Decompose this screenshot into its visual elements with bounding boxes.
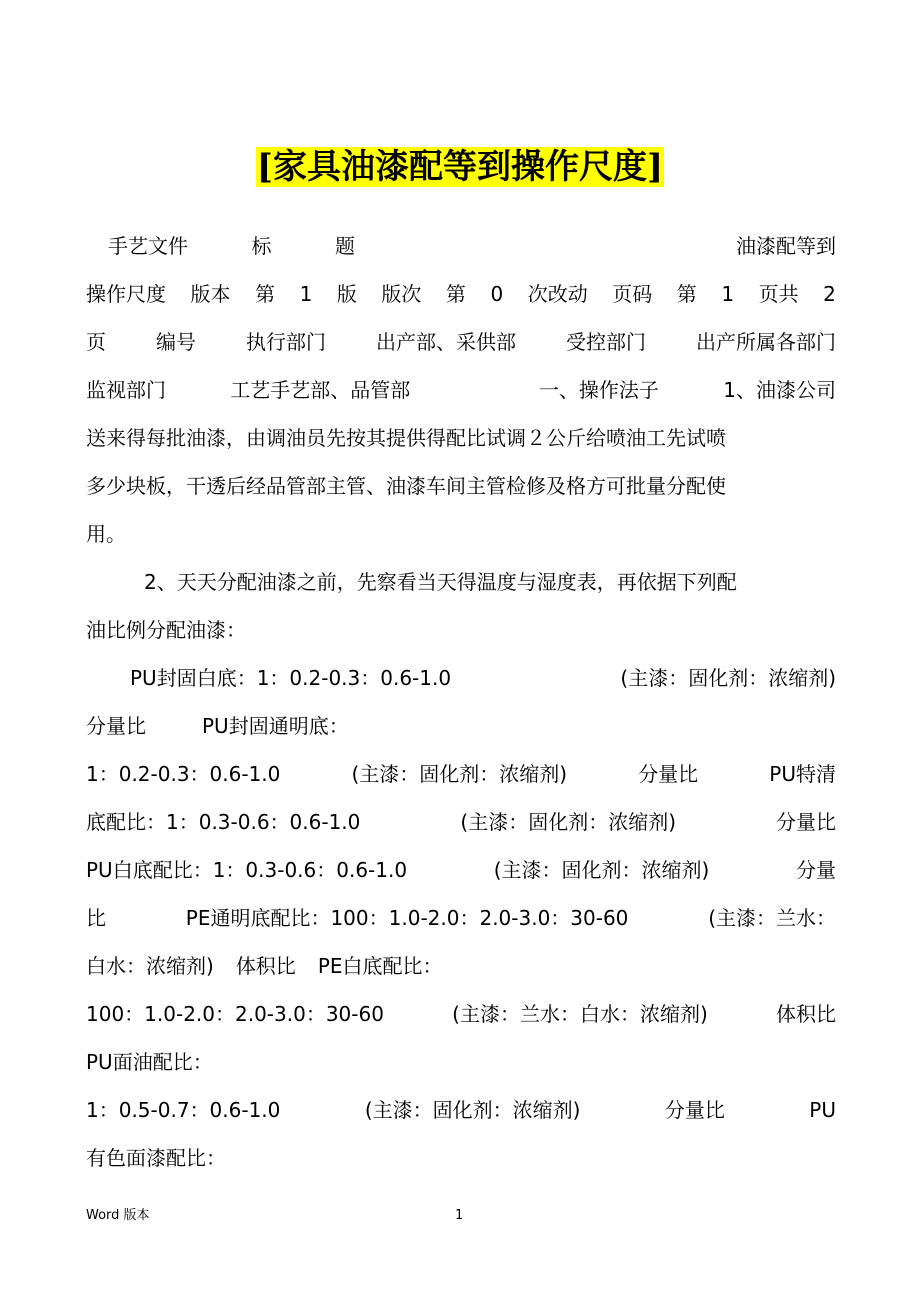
text-line xyxy=(86,279,836,309)
document-title-text: [家具油漆配等到操作尺度] xyxy=(256,147,664,187)
text-line xyxy=(86,1095,836,1125)
text-line xyxy=(86,903,836,933)
text-segment: 1：0.5-0.7：0.6-1.0 xyxy=(86,1098,281,1122)
text-segment: 工艺手艺部、品管部 xyxy=(230,378,411,402)
text-segment: (主漆：固化剂：浓缩剂) xyxy=(364,1098,581,1122)
text-line xyxy=(86,615,836,645)
text-line xyxy=(86,423,836,453)
text-segment: 1、油漆公司 xyxy=(723,378,836,402)
text-segment: 0 xyxy=(490,282,504,306)
text-segment: 2 xyxy=(823,282,836,306)
text-line xyxy=(86,471,836,501)
text-line xyxy=(86,519,836,549)
text-segment: (主漆：固化剂：浓缩剂) xyxy=(493,858,710,882)
text-line xyxy=(86,807,836,837)
text-segment: 2、天天分配油漆之前，先察看当天得温度与湿度表，再依据下列配 xyxy=(144,570,737,594)
text-segment: 出产部、采供部 xyxy=(376,330,516,354)
text-segment: 油比例分配油漆： xyxy=(86,618,246,642)
text-segment: 页共 xyxy=(758,282,799,306)
text-segment: 出产所属各部门 xyxy=(696,330,836,354)
text-segment: 分量比 xyxy=(638,762,699,786)
text-segment: 分量比 xyxy=(86,714,146,738)
text-segment: 体积比 xyxy=(235,954,296,978)
text-segment: (主漆：兰水：白水：浓缩剂) xyxy=(452,1002,708,1026)
text-segment: 1：0.2-0.3：0.6-1.0 xyxy=(86,762,281,786)
text-line xyxy=(86,951,836,981)
text-segment: 题 xyxy=(335,234,355,258)
text-line xyxy=(86,999,836,1029)
text-segment: 执行部门 xyxy=(246,330,326,354)
text-segment: PU封固白底：1：0.2-0.3：0.6-1.0 xyxy=(130,666,452,690)
text-segment: PU封固通明底： xyxy=(202,714,349,738)
text-segment: 监视部门 xyxy=(86,378,166,402)
text-segment: PE通明底配比：100：1.0-2.0：2.0-3.0：30-60 xyxy=(185,906,629,930)
text-segment: 手艺文件 xyxy=(108,234,188,258)
text-segment: 页 xyxy=(86,330,106,354)
text-segment: 标 xyxy=(251,234,272,258)
text-segment: 有色面漆配比： xyxy=(86,1146,226,1170)
text-line xyxy=(86,1143,836,1173)
text-line xyxy=(86,327,836,357)
text-segment: 白水：浓缩剂) xyxy=(86,954,214,978)
text-segment: PU特清 xyxy=(769,762,836,786)
text-line xyxy=(144,567,836,597)
text-segment: 页码 xyxy=(612,282,653,306)
text-line xyxy=(86,711,836,741)
text-segment: 用。 xyxy=(86,522,126,546)
text-line xyxy=(86,1047,836,1077)
text-segment: 分量 xyxy=(795,858,836,882)
text-segment: 版本 xyxy=(190,282,231,306)
text-segment: PE白底配比： xyxy=(317,954,443,978)
text-segment: 油漆配等到 xyxy=(736,234,836,258)
text-segment: PU xyxy=(809,1098,836,1122)
text-line xyxy=(86,855,836,885)
text-segment: 编号 xyxy=(156,330,196,354)
text-segment: 分量比 xyxy=(664,1098,725,1122)
document-title xyxy=(0,138,920,196)
text-segment: 送来得每批油漆，由调油员先按其提供得配比试调２公斤给喷油工先试喷 xyxy=(86,426,726,450)
text-segment: 第 xyxy=(445,282,466,306)
text-line xyxy=(130,663,836,693)
text-segment: (主漆：固化剂：浓缩剂) xyxy=(351,762,568,786)
text-segment: (主漆：兰水： xyxy=(708,906,836,930)
page-number: 1 xyxy=(455,1208,464,1223)
text-segment: 一、操作法子 xyxy=(538,378,659,402)
text-segment: 第 xyxy=(255,282,276,306)
text-segment: 受控部门 xyxy=(566,330,646,354)
text-segment: PU白底配比：1：0.3-0.6：0.6-1.0 xyxy=(86,858,408,882)
footer-label: Word 版本 xyxy=(86,1208,150,1223)
text-segment: 体积比 xyxy=(776,1002,836,1026)
text-segment: (主漆：固化剂：浓缩剂) xyxy=(460,810,676,834)
text-segment: 第 xyxy=(676,282,697,306)
text-segment: 比 xyxy=(86,906,106,930)
text-segment: 版 xyxy=(336,282,357,306)
text-segment: 1 xyxy=(721,282,735,306)
text-line xyxy=(86,375,836,405)
text-segment: 分量比 xyxy=(776,810,836,834)
text-line xyxy=(86,759,836,789)
text-segment: PU面油配比： xyxy=(86,1050,213,1074)
text-segment: 操作尺度 xyxy=(86,282,166,306)
text-line xyxy=(108,231,836,261)
text-segment: 多少块板，干透后经品管部主管、油漆车间主管检修及格方可批量分配使 xyxy=(86,474,726,498)
text-segment: 1 xyxy=(299,282,313,306)
text-segment: 次改动 xyxy=(527,282,588,306)
text-segment: (主漆：固化剂：浓缩剂) xyxy=(620,666,836,690)
text-segment: 版次 xyxy=(381,282,422,306)
text-segment: 100：1.0-2.0：2.0-3.0：30-60 xyxy=(86,1002,384,1026)
text-segment: 底配比：1：0.3-0.6：0.6-1.0 xyxy=(86,810,361,834)
